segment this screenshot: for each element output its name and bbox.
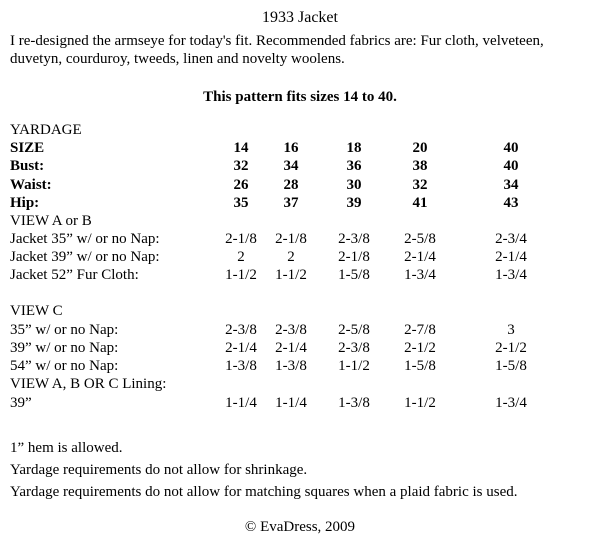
row-label: Waist:: [10, 177, 52, 193]
bust-row: [10, 158, 595, 176]
table-row: [10, 249, 595, 267]
yardage-cell: 2-5/8: [338, 322, 370, 338]
yardage-cell: 2-1/8: [338, 249, 370, 265]
hip-row: [10, 195, 595, 213]
view-ab-heading: VIEW A or B: [10, 213, 92, 229]
bust-cell: 36: [346, 158, 362, 174]
yardage-cell: 2-1/4: [495, 249, 527, 265]
yardage-cell: 1-1/2: [338, 358, 370, 374]
row-label: Jacket 52” Fur Cloth:: [10, 267, 139, 283]
row-label: Jacket 39” w/ or no Nap:: [10, 249, 160, 265]
yardage-cell: 2: [237, 249, 245, 265]
table-row: [10, 358, 595, 376]
row-label: SIZE: [10, 140, 45, 156]
size-cell: 40: [503, 140, 519, 156]
yardage-cell: 2-1/4: [404, 249, 436, 265]
row-label: Bust:: [10, 158, 45, 174]
waist-cell: 32: [412, 177, 428, 193]
yardage-cell: 2-1/8: [275, 231, 307, 247]
size-cell: 16: [283, 140, 299, 156]
yardage-cell: 2: [287, 249, 295, 265]
yardage-cell: 1-3/4: [404, 267, 436, 283]
yardage-cell: 2-3/8: [338, 231, 370, 247]
table-row: [10, 231, 595, 249]
view-c-heading: VIEW C: [10, 303, 63, 319]
yardage-cell: 1-3/4: [495, 395, 527, 411]
yardage-cell: 2-3/8: [275, 322, 307, 338]
note-plaid: Yardage requirements do not allow for matching squares when a plaid fabric is used.: [10, 484, 518, 500]
hip-cell: 35: [233, 195, 249, 211]
yardage-cell: 1-3/8: [225, 358, 257, 374]
bust-cell: 40: [503, 158, 519, 174]
note-shrinkage: Yardage requirements do not allow for shrinkage.: [10, 462, 308, 478]
yardage-cell: 1-3/4: [495, 267, 527, 283]
hip-cell: 43: [503, 195, 519, 211]
table-row: [10, 340, 595, 358]
waist-row: [10, 177, 595, 195]
size-row: [10, 140, 595, 158]
hip-cell: 37: [283, 195, 299, 211]
yardage-cell: 2-1/4: [275, 340, 307, 356]
yardage-cell: 2-3/8: [338, 340, 370, 356]
table-row: [10, 322, 595, 340]
waist-cell: 30: [346, 177, 362, 193]
hip-cell: 41: [412, 195, 428, 211]
waist-cell: 26: [233, 177, 249, 193]
yardage-cell: 2-1/4: [225, 340, 257, 356]
yardage-cell: 2-5/8: [404, 231, 436, 247]
yardage-cell: 1-1/4: [225, 395, 257, 411]
size-cell: 14: [233, 140, 249, 156]
yardage-cell: 1-5/8: [338, 267, 370, 283]
hip-cell: 39: [346, 195, 362, 211]
table-row: [10, 267, 595, 285]
size-range-heading: This pattern fits sizes 14 to 40.: [203, 89, 397, 105]
note-hem: 1” hem is allowed.: [10, 440, 123, 456]
row-label: 39”: [10, 395, 32, 411]
size-cell: 18: [346, 140, 362, 156]
view-c-heading-row: [10, 303, 595, 321]
size-cell: 20: [412, 140, 428, 156]
waist-cell: 34: [503, 177, 519, 193]
yardage-cell: 1-5/8: [495, 358, 527, 374]
yardage-cell: 1-5/8: [404, 358, 436, 374]
page-title: 1933 Jacket: [262, 9, 338, 26]
yardage-cell: 1-1/4: [275, 395, 307, 411]
yardage-cell: 2-1/2: [495, 340, 527, 356]
row-label: 39” w/ or no Nap:: [10, 340, 119, 356]
lining-heading: VIEW A, B OR C Lining:: [10, 376, 167, 392]
yardage-cell: 3: [507, 322, 515, 338]
view-ab-heading-row: [10, 213, 595, 231]
table-row: [10, 395, 595, 413]
yardage-cell: 2-3/8: [225, 322, 257, 338]
yardage-cell: 2-7/8: [404, 322, 436, 338]
yardage-cell: 1-1/2: [404, 395, 436, 411]
row-label: Jacket 35” w/ or no Nap:: [10, 231, 160, 247]
row-label: Hip:: [10, 195, 40, 211]
copyright: © EvaDress, 2009: [244, 519, 356, 535]
yardage-cell: 2-1/2: [404, 340, 436, 356]
yardage-heading-row: [10, 122, 595, 140]
yardage-cell: 1-1/2: [275, 267, 307, 283]
yardage-heading: YARDAGE: [10, 122, 82, 138]
lining-heading-row: [10, 376, 595, 394]
yardage-cell: 2-1/8: [225, 231, 257, 247]
bust-cell: 32: [233, 158, 249, 174]
bust-cell: 34: [283, 158, 299, 174]
yardage-cell: 1-3/8: [338, 395, 370, 411]
yardage-cell: 1-1/2: [225, 267, 257, 283]
row-label: 35” w/ or no Nap:: [10, 322, 119, 338]
yardage-cell: 1-3/8: [275, 358, 307, 374]
bust-cell: 38: [412, 158, 428, 174]
waist-cell: 28: [283, 177, 299, 193]
row-label: 54” w/ or no Nap:: [10, 358, 119, 374]
intro-text: I re-designed the armseye for today's fit. Recommended fabrics are: Fur cloth, velveteen, duvetyn, courduroy, tweeds, linen and novelty woolens.: [10, 33, 544, 67]
yardage-cell: 2-3/4: [495, 231, 527, 247]
